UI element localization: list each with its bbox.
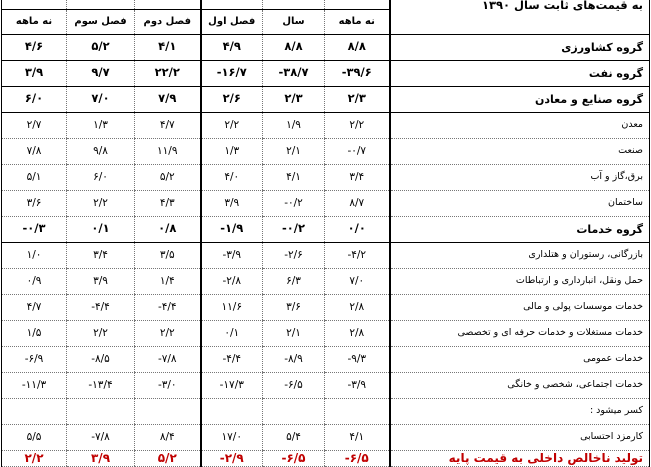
- value-cell: ۳/۴: [67, 242, 135, 268]
- table-row: [2, 86, 650, 112]
- value-cell: -۰/۲: [263, 216, 325, 242]
- value-cell: -۷/۸: [135, 346, 201, 372]
- value-cell: ۲/۲: [2, 450, 67, 466]
- row-label: ساختمان: [390, 190, 650, 216]
- col-header: فصل دوم: [135, 9, 201, 34]
- value-cell: ۵/۱: [2, 164, 67, 190]
- value-cell: -۶/۵: [263, 372, 325, 398]
- value-cell: ۲/۶: [201, 86, 263, 112]
- value-cell: ۴/۱: [135, 34, 201, 60]
- value-cell: ۲/۲: [325, 112, 390, 138]
- value-cell: [263, 398, 325, 424]
- value-cell: ۴/۹: [201, 34, 263, 60]
- table-row: [2, 138, 650, 164]
- table-row: [2, 346, 650, 372]
- value-cell: -۰/۳: [2, 216, 67, 242]
- value-cell: ۲۲/۲: [135, 60, 201, 86]
- value-cell: ۲/۱: [263, 320, 325, 346]
- header-top-row: [2, 0, 650, 9]
- col-header: سال: [263, 9, 325, 34]
- value-cell: -۴/۴: [135, 294, 201, 320]
- value-cell: -۳۸/۷: [263, 60, 325, 86]
- value-cell: -۱۶/۷: [201, 60, 263, 86]
- value-cell: ۶/۰: [67, 164, 135, 190]
- table-row: [2, 164, 650, 190]
- value-cell: ۱/۵: [2, 320, 67, 346]
- value-cell: ۲/۳: [263, 86, 325, 112]
- value-cell: ۲/۱: [263, 138, 325, 164]
- table-row: [2, 294, 650, 320]
- value-cell: ۵/۲: [67, 34, 135, 60]
- value-cell: -۳/۹: [201, 242, 263, 268]
- value-cell: -۲/۸: [201, 268, 263, 294]
- value-cell: ۳/۶: [2, 190, 67, 216]
- table-row: [2, 398, 650, 424]
- value-cell: ۲/۲: [135, 320, 201, 346]
- value-cell: [201, 398, 263, 424]
- value-cell: ۸/۷: [325, 190, 390, 216]
- table-row: [2, 424, 650, 450]
- value-cell: ۲/۲: [67, 190, 135, 216]
- col-header: فصل سوم: [67, 9, 135, 34]
- value-cell: ۰/۱: [201, 320, 263, 346]
- value-cell: ۴/۷: [2, 294, 67, 320]
- table-row: [2, 34, 650, 60]
- value-cell: ۱۱/۶: [201, 294, 263, 320]
- table-row: [2, 216, 650, 242]
- value-cell: ۷/۸: [2, 138, 67, 164]
- value-cell: -۲/۹: [201, 450, 263, 466]
- row-label: تولید ناخالص داخلی به قیمت پایه: [390, 450, 650, 466]
- value-cell: -۳/۹: [325, 372, 390, 398]
- value-cell: -۳۹/۶: [325, 60, 390, 86]
- data-table: [1, 0, 650, 467]
- value-cell: -۴/۴: [67, 294, 135, 320]
- value-cell: ۴/۶: [2, 34, 67, 60]
- value-cell: ۵/۵: [2, 424, 67, 450]
- value-cell: -۱۳/۴: [67, 372, 135, 398]
- value-cell: ۵/۴: [263, 424, 325, 450]
- value-cell: -۳/۰: [135, 372, 201, 398]
- table-row: [2, 450, 650, 466]
- row-label: معدن: [390, 112, 650, 138]
- value-cell: -۱/۹: [201, 216, 263, 242]
- table-row: [2, 112, 650, 138]
- value-cell: ۱/۴: [135, 268, 201, 294]
- row-label: گروه صنایع و معادن: [390, 86, 650, 112]
- value-cell: ۴/۱: [263, 164, 325, 190]
- value-cell: ۱/۳: [67, 112, 135, 138]
- value-cell: -۴/۴: [201, 346, 263, 372]
- table-row: [2, 190, 650, 216]
- value-cell: -۷/۸: [67, 424, 135, 450]
- col-header: نه ماهه: [325, 9, 390, 34]
- value-cell: ۷/۹: [135, 86, 201, 112]
- value-cell: ۲/۲: [67, 320, 135, 346]
- value-cell: -۰/۷: [325, 138, 390, 164]
- col-header: فصل اول: [201, 9, 263, 34]
- table-row: [2, 60, 650, 86]
- value-cell: ۵/۲: [135, 450, 201, 466]
- value-cell: -۶/۵: [325, 450, 390, 466]
- value-cell: ۳/۹: [2, 60, 67, 86]
- value-cell: ۲/۷: [2, 112, 67, 138]
- value-cell: ۲/۸: [325, 320, 390, 346]
- row-label: خدمات اجتماعی، شخصی و خانگی: [390, 372, 650, 398]
- table-row: [2, 242, 650, 268]
- value-cell: ۵/۲: [135, 164, 201, 190]
- value-cell: ۷/۰: [67, 86, 135, 112]
- value-cell: ۲/۳: [325, 86, 390, 112]
- value-cell: ۸/۸: [325, 34, 390, 60]
- row-label: برق،گاز و آب: [390, 164, 650, 190]
- col-header: نه ماهه: [2, 9, 67, 34]
- value-cell: -۶/۹: [2, 346, 67, 372]
- row-label: گروه خدمات: [390, 216, 650, 242]
- table-title: به قیمت‌های ثابت سال ۱۳۹۰: [390, 0, 650, 34]
- value-cell: [2, 398, 67, 424]
- value-cell: ۳/۵: [135, 242, 201, 268]
- value-cell: ۳/۹: [67, 450, 135, 466]
- value-cell: [67, 398, 135, 424]
- value-cell: -۱۱/۳: [2, 372, 67, 398]
- value-cell: -۸/۵: [67, 346, 135, 372]
- row-label: خدمات عمومی: [390, 346, 650, 372]
- value-cell: ۲/۲: [201, 112, 263, 138]
- value-cell: ۹/۷: [67, 60, 135, 86]
- value-cell: ۱/۳: [201, 138, 263, 164]
- value-cell: ۰/۱: [67, 216, 135, 242]
- value-cell: -۰/۲: [263, 190, 325, 216]
- value-cell: -۶/۵: [263, 450, 325, 466]
- value-cell: -۹/۳: [325, 346, 390, 372]
- value-cell: ۶/۳: [263, 268, 325, 294]
- value-cell: ۴/۷: [135, 112, 201, 138]
- value-cell: ۷/۰: [325, 268, 390, 294]
- value-cell: -۴/۲: [325, 242, 390, 268]
- value-cell: -۸/۹: [263, 346, 325, 372]
- row-label: بازرگانی، رستوران و هتلداری: [390, 242, 650, 268]
- value-cell: ۳/۹: [67, 268, 135, 294]
- row-label: خدمات موسسات پولی و مالی: [390, 294, 650, 320]
- table-row: [2, 372, 650, 398]
- row-label: خدمات مستغلات و خدمات حرفه ای و تخصصی: [390, 320, 650, 346]
- value-cell: ۴/۱: [325, 424, 390, 450]
- value-cell: [325, 398, 390, 424]
- value-cell: [135, 398, 201, 424]
- value-cell: ۱۷/۰: [201, 424, 263, 450]
- row-label: صنعت: [390, 138, 650, 164]
- value-cell: ۱/۹: [263, 112, 325, 138]
- value-cell: ۲/۸: [325, 294, 390, 320]
- value-cell: ۳/۴: [325, 164, 390, 190]
- value-cell: ۰/۰: [325, 216, 390, 242]
- row-label: حمل ونقل، انبارداری و ارتباطات: [390, 268, 650, 294]
- value-cell: ۱/۰: [2, 242, 67, 268]
- value-cell: ۳/۶: [263, 294, 325, 320]
- row-label: گروه نفت: [390, 60, 650, 86]
- value-cell: ۶/۰: [2, 86, 67, 112]
- value-cell: ۴/۰: [201, 164, 263, 190]
- value-cell: ۰/۸: [135, 216, 201, 242]
- table-row: [2, 320, 650, 346]
- value-cell: ۰/۹: [2, 268, 67, 294]
- value-cell: ۸/۸: [263, 34, 325, 60]
- row-label: کارمزد احتسابی: [390, 424, 650, 450]
- row-label: گروه کشاورزی: [390, 34, 650, 60]
- value-cell: ۱۱/۹: [135, 138, 201, 164]
- value-cell: ۴/۳: [135, 190, 201, 216]
- value-cell: -۱۷/۳: [201, 372, 263, 398]
- row-label: کسر میشود :: [390, 398, 650, 424]
- value-cell: ۳/۹: [201, 190, 263, 216]
- table-row: [2, 268, 650, 294]
- value-cell: ۹/۸: [67, 138, 135, 164]
- value-cell: -۲/۶: [263, 242, 325, 268]
- value-cell: ۸/۴: [135, 424, 201, 450]
